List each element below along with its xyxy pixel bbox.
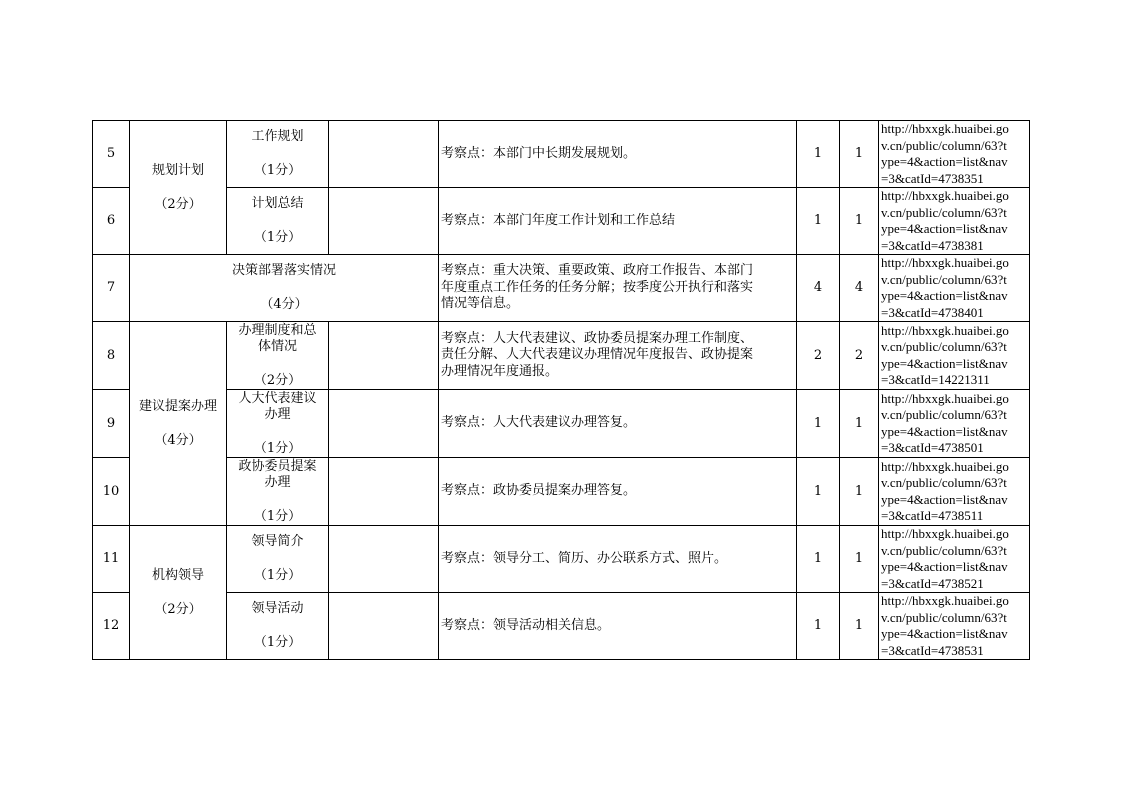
empty-cell [329, 458, 439, 526]
description-cell: 考察点：领导分工、简历、办公联系方式、照片。 [439, 526, 797, 593]
url-line[interactable]: ype=4&action=list&nav [881, 559, 1008, 574]
row-number: 7 [93, 255, 130, 322]
full-score: 1 [797, 390, 840, 458]
description-line: 责任分解、人大代表建议办理情况年度报告、政协提案 [441, 347, 754, 363]
description-cell [439, 255, 797, 322]
description-cell: 考察点：领导活动相关信息。 [439, 593, 797, 660]
full-score: 1 [797, 458, 840, 526]
subitem-name-line: 政协委员提案 [238, 458, 317, 474]
subitem-points: （2分） [253, 372, 302, 388]
table-row [93, 255, 1030, 322]
table-row [93, 390, 1030, 458]
description-cell: 考察点：政协委员提案办理答复。 [439, 458, 797, 526]
row-number: 8 [93, 322, 130, 390]
actual-score: 1 [840, 188, 879, 255]
actual-score: 1 [840, 390, 879, 458]
row-number: 9 [93, 390, 130, 458]
full-score: 4 [797, 255, 840, 322]
subitem-cell [227, 188, 329, 255]
url-line[interactable]: v.cn/public/column/63?t [881, 407, 1007, 422]
description-cell: 考察点：人大代表建议办理答复。 [439, 390, 797, 458]
empty-cell [329, 526, 439, 593]
subitem-cell [227, 593, 329, 660]
description-line: 年度重点工作任务的任务分解；按季度公开执行和落实 [441, 279, 754, 295]
url-line[interactable]: =3&catId=4738521 [881, 575, 984, 591]
subitem-name: 计划总结 [251, 196, 304, 211]
url-line[interactable]: v.cn/public/column/63?t [881, 609, 1007, 625]
url-cell [879, 593, 1030, 660]
url-line[interactable]: v.cn/public/column/63?t [881, 204, 1007, 220]
url-line[interactable]: http://hbxxgk.huaibei.go [881, 458, 1009, 474]
empty-cell [329, 121, 439, 188]
actual-score: 2 [840, 322, 879, 390]
subitem-cell [227, 458, 329, 526]
full-score: 1 [797, 121, 840, 188]
full-score: 1 [797, 593, 840, 660]
url-line[interactable]: =3&catId=4738381 [881, 237, 984, 253]
table-row [93, 593, 1030, 660]
url-line[interactable]: v.cn/public/column/63?t [881, 271, 1007, 287]
url-line[interactable]: =3&catId=4738531 [881, 642, 984, 658]
empty-cell [329, 188, 439, 255]
subitem-name-line: 办理 [264, 474, 291, 490]
row-number: 5 [93, 121, 130, 188]
url-line[interactable]: http://hbxxgk.huaibei.go [881, 322, 1009, 338]
evaluation-table [92, 120, 1030, 660]
description-cell: 考察点：本部门中长期发展规划。 [439, 121, 797, 188]
url-line[interactable]: ype=4&action=list&nav [881, 288, 1008, 303]
subitem-name-line: 体情况 [257, 338, 297, 354]
url-line[interactable]: http://hbxxgk.huaibei.go [881, 255, 1009, 270]
url-line[interactable]: http://hbxxgk.huaibei.go [881, 593, 1009, 608]
description-cell: 考察点：本部门年度工作计划和工作总结 [439, 188, 797, 255]
category-name: 建议提案办理 [138, 398, 217, 414]
table-row [93, 458, 1030, 526]
subitem-name-line: 办理制度和总 [238, 322, 317, 338]
category-cell [130, 121, 227, 255]
full-score: 1 [797, 188, 840, 255]
row-number: 12 [93, 593, 130, 660]
merged-item-name: 决策部署落实情况 [231, 263, 336, 278]
url-line[interactable]: http://hbxxgk.huaibei.go [881, 121, 1009, 136]
url-line[interactable]: ype=4&action=list&nav [881, 355, 1008, 371]
url-line[interactable]: v.cn/public/column/63?t [881, 339, 1007, 354]
table-row [93, 526, 1030, 593]
subitem-name: 领导活动 [251, 601, 304, 616]
description-line: 考察点：人大代表建议、政协委员提案办理工作制度、 [441, 330, 754, 346]
actual-score: 1 [840, 121, 879, 188]
full-score: 1 [797, 526, 840, 593]
empty-cell [329, 593, 439, 660]
url-line[interactable]: ype=4&action=list&nav [881, 626, 1008, 641]
url-line[interactable]: ype=4&action=list&nav [881, 221, 1008, 236]
subitem-points: （1分） [253, 230, 302, 245]
subitem-name: 领导简介 [251, 534, 304, 549]
url-cell [879, 121, 1030, 188]
url-line[interactable]: ype=4&action=list&nav [881, 491, 1008, 507]
url-cell [879, 458, 1030, 526]
url-line[interactable]: ype=4&action=list&nav [881, 423, 1008, 439]
url-line[interactable]: =3&catId=4738511 [881, 508, 984, 523]
category-cell [130, 322, 227, 526]
table-row [93, 322, 1030, 390]
url-cell [879, 188, 1030, 255]
subitem-points: （1分） [253, 568, 302, 583]
actual-score: 1 [840, 458, 879, 526]
category-points: （4分） [154, 432, 202, 448]
url-line[interactable]: http://hbxxgk.huaibei.go [881, 390, 1009, 406]
row-number: 6 [93, 188, 130, 255]
category-name: 机构领导 [151, 567, 204, 583]
url-line[interactable]: v.cn/public/column/63?t [881, 137, 1007, 153]
url-cell [879, 526, 1030, 593]
description-line: 办理情况年度通报。 [441, 363, 559, 379]
empty-cell [329, 390, 439, 458]
category-name: 规划计划 [151, 162, 204, 178]
actual-score: 4 [840, 255, 879, 322]
merged-item-cell [130, 255, 439, 322]
url-line[interactable]: =3&catId=4738501 [881, 440, 984, 455]
url-line[interactable]: =3&catId=4738401 [881, 304, 984, 320]
merged-item-points: （4分） [260, 297, 308, 312]
url-cell [879, 322, 1030, 390]
description-line: 考察点：重大决策、重要政策、政府工作报告、本部门 [441, 263, 754, 279]
url-line[interactable]: =3&catId=4738351 [881, 170, 984, 186]
subitem-name-line: 人大代表建议 [238, 390, 317, 406]
url-line[interactable]: http://hbxxgk.huaibei.go [881, 188, 1009, 203]
subitem-points: （1分） [253, 163, 302, 178]
row-number: 10 [93, 458, 130, 526]
actual-score: 1 [840, 593, 879, 660]
url-line[interactable]: =3&catId=14221311 [881, 372, 990, 387]
url-cell [879, 255, 1030, 322]
subitem-cell [227, 526, 329, 593]
full-score: 2 [797, 322, 840, 390]
row-number: 11 [93, 526, 130, 593]
description-line: 情况等信息。 [441, 296, 520, 312]
category-cell [130, 526, 227, 660]
actual-score: 1 [840, 526, 879, 593]
category-points: （2分） [154, 196, 202, 212]
url-line[interactable]: v.cn/public/column/63?t [881, 542, 1007, 558]
empty-cell [329, 322, 439, 390]
subitem-cell [227, 322, 329, 390]
subitem-cell [227, 390, 329, 458]
subitem-points: （1分） [253, 508, 302, 524]
url-line[interactable]: http://hbxxgk.huaibei.go [881, 526, 1009, 541]
table-row [93, 188, 1030, 255]
description-cell [439, 322, 797, 390]
category-points: （2分） [154, 601, 202, 617]
url-cell [879, 390, 1030, 458]
url-line[interactable]: v.cn/public/column/63?t [881, 475, 1007, 490]
subitem-cell [227, 121, 329, 188]
subitem-name: 工作规划 [251, 129, 304, 144]
subitem-name-line: 办理 [264, 406, 291, 422]
subitem-points: （1分） [253, 440, 302, 456]
url-line[interactable]: ype=4&action=list&nav [881, 154, 1008, 169]
subitem-points: （1分） [253, 635, 302, 650]
table-row [93, 121, 1030, 188]
